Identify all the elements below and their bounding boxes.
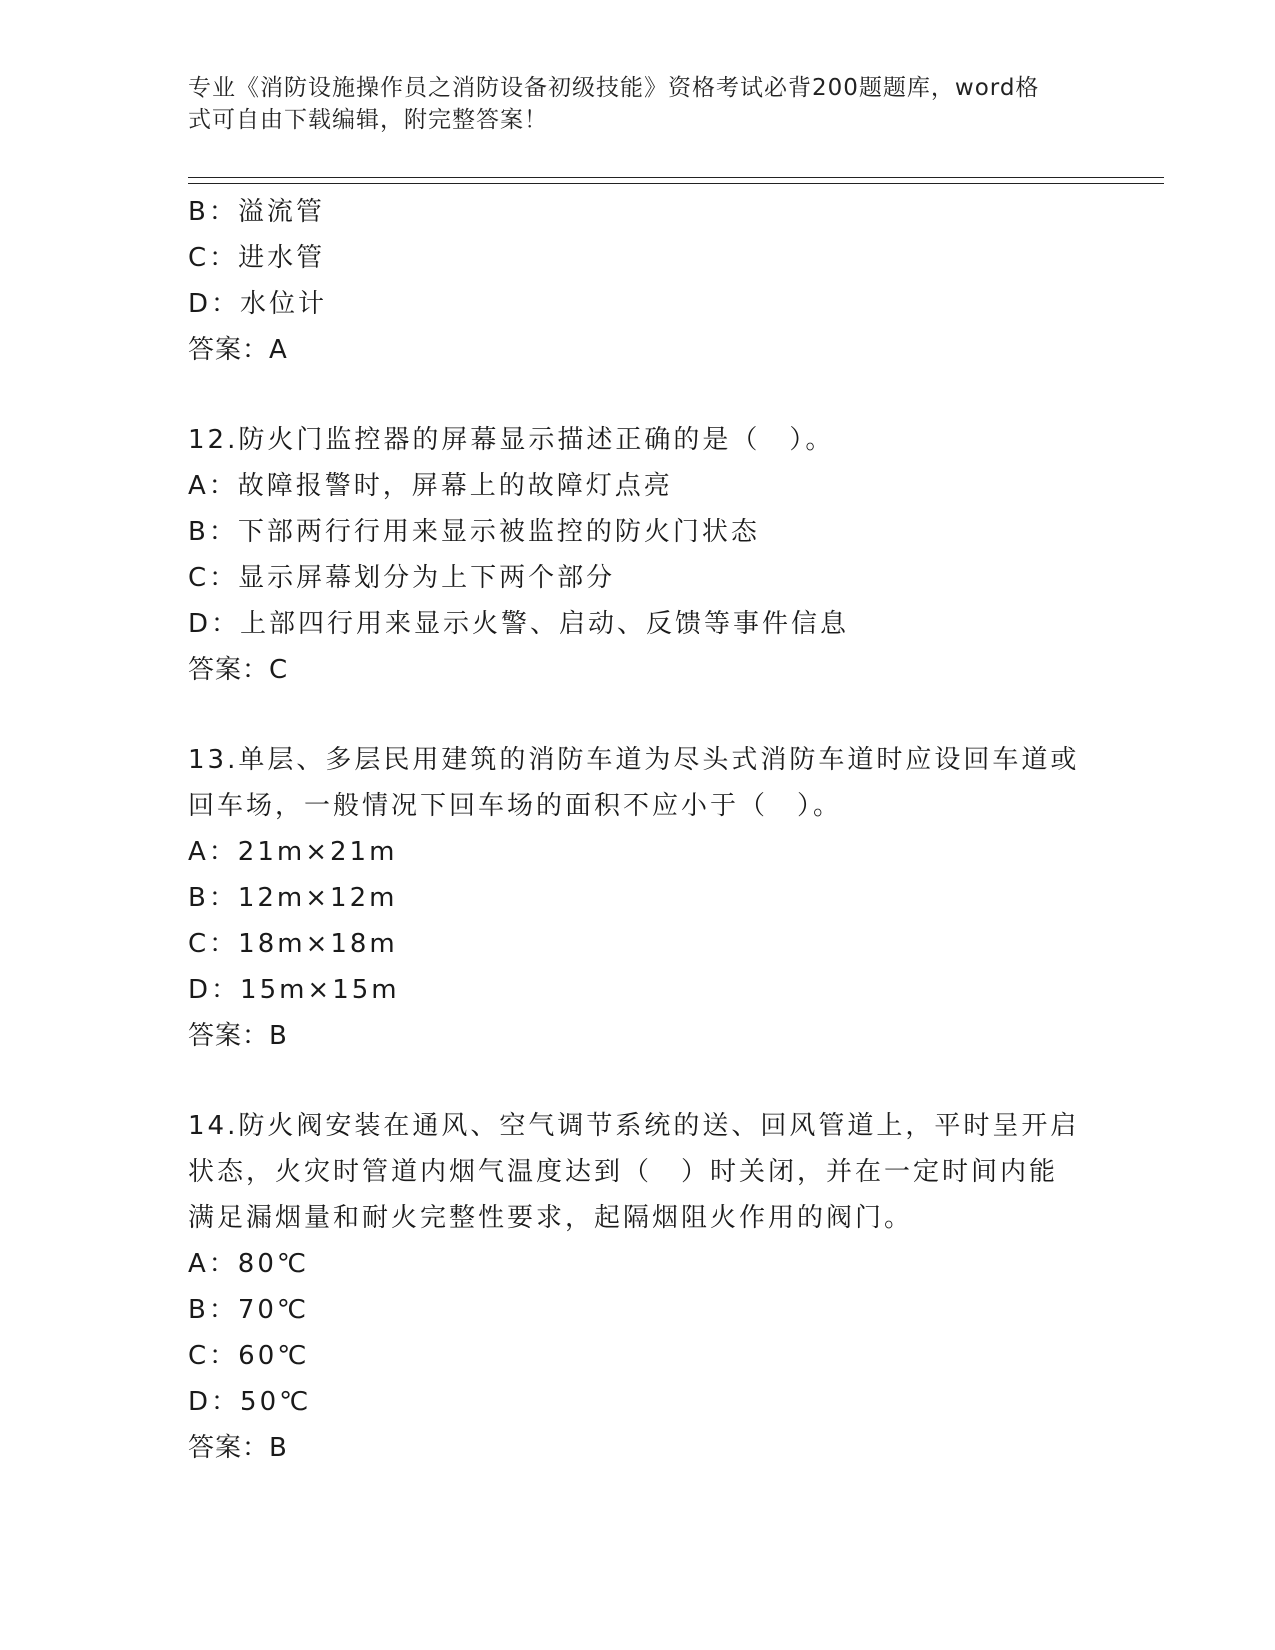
header-line-2: 式可自由下载编辑，附完整答案！ [188, 107, 548, 133]
answer: 答案：A [188, 335, 288, 365]
header-line-1: 专业《消防设施操作员之消防设备初级技能》资格考试必背200题题库，word格 [188, 75, 1040, 101]
option-b: B：下部两行行用来显示被监控的防火门状态 [188, 517, 760, 547]
option-a: A：21m×21m [188, 837, 398, 867]
question-stem: 回车场，一般情况下回车场的面积不应小于（ ）。 [188, 791, 843, 821]
option-b: B：12m×12m [188, 883, 398, 913]
option-a: A：80℃ [188, 1249, 310, 1279]
option-d: D：50℃ [188, 1387, 312, 1417]
option-d: D：水位计 [188, 289, 328, 319]
question-stem: 12.防火门监控器的屏幕显示描述正确的是（ ）。 [188, 425, 835, 455]
option-c: C：60℃ [188, 1341, 310, 1371]
option-c: C：18m×18m [188, 929, 398, 959]
header-rule-top [188, 177, 1164, 178]
option-a: A：故障报警时，屏幕上的故障灯点亮 [188, 471, 673, 501]
question-stem: 13.单层、多层民用建筑的消防车道为尽头式消防车道时应设回车道或 [188, 745, 1080, 775]
option-b: B：70℃ [188, 1295, 310, 1325]
answer: 答案：B [188, 1021, 288, 1051]
question-stem: 14.防火阀安装在通风、空气调节系统的送、回风管道上，平时呈开启 [188, 1111, 1080, 1141]
question-11-continued [188, 189, 1088, 373]
question-stem: 满足漏烟量和耐火完整性要求，起隔烟阻火作用的阀门。 [188, 1203, 914, 1233]
document-header [188, 72, 1068, 136]
question-stem: 状态，火灾时管道内烟气温度达到（ ）时关闭，并在一定时间内能 [188, 1157, 1059, 1187]
option-c: C：进水管 [188, 243, 326, 273]
answer: 答案：B [188, 1433, 288, 1463]
option-d: D：15m×15m [188, 975, 400, 1005]
question-12 [188, 417, 1088, 693]
option-d: D：上部四行用来显示火警、启动、反馈等事件信息 [188, 609, 850, 639]
header-rule-bottom [188, 183, 1164, 184]
answer: 答案：C [188, 655, 289, 685]
question-13 [188, 737, 1088, 1059]
option-c: C：显示屏幕划分为上下两个部分 [188, 563, 616, 593]
question-14 [188, 1103, 1088, 1471]
option-b: B：溢流管 [188, 197, 325, 227]
question-list [188, 189, 1088, 1471]
